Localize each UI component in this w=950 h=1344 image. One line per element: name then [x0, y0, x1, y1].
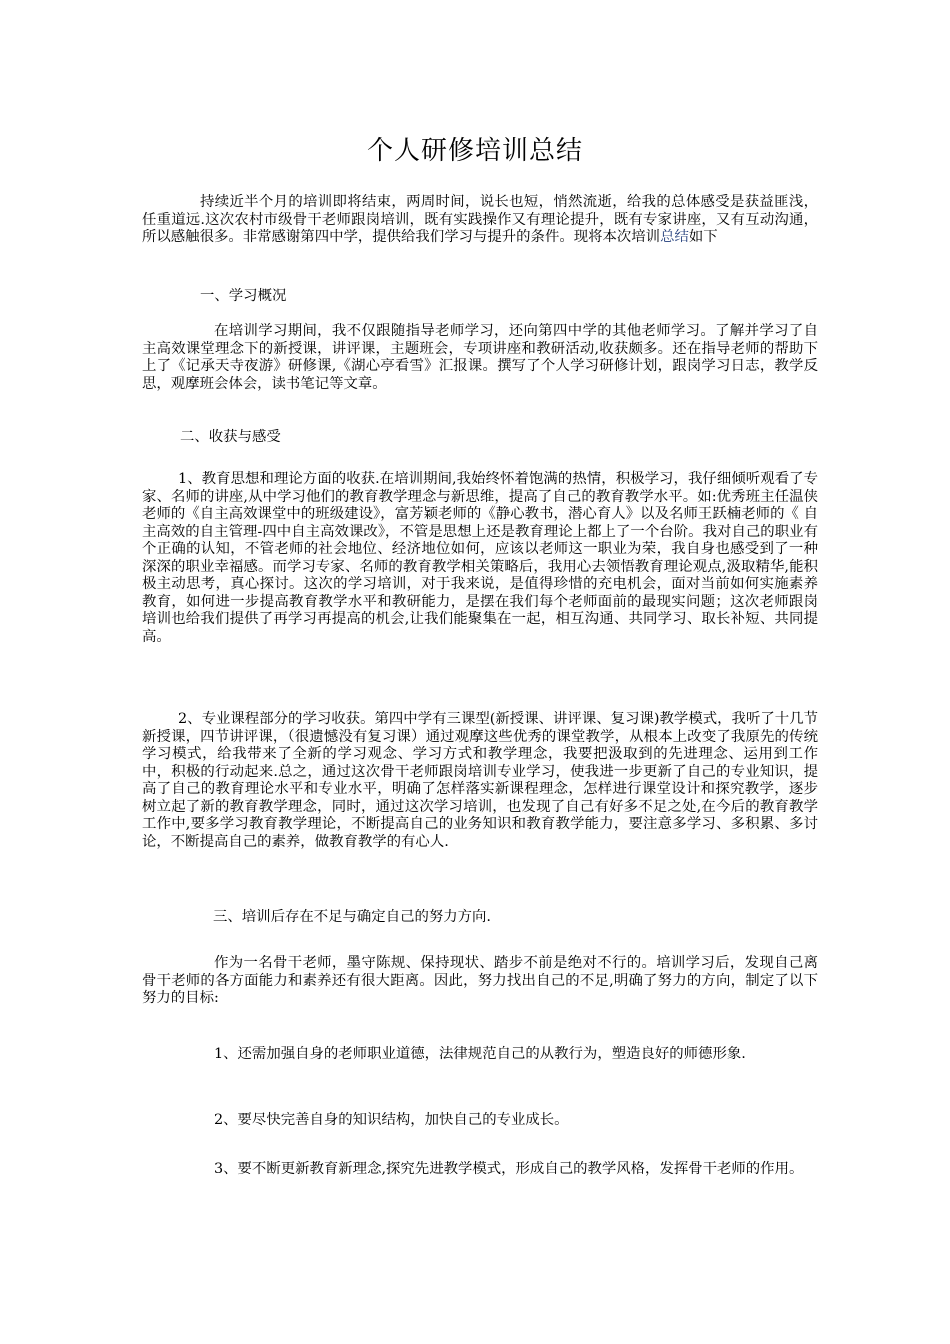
section2-item2: 2、专业课程部分的学习收获。第四中学有三课型(新授课、讲评课、复习课)教学模式，我听了十几节新授课，四节讲评课，（很遗憾没有复习课）通过观摩这些优秀的课堂教学，从根本上改变了我原先的传统学习模式，给我带来了全新的学习观念、学习方式和教学理念，我要把汲取到的先进理念、运用到工作中，积极的行动起来.总之，通过这次骨干老师跟岗培训专业学习，使我进一步更新了自己的专业知识，提高了自己的教育理论水平和专业水平，明确了怎样落实新课程理念，怎样进行课堂设计和探究教学，逐步树立起了新的教育教学理念，同时，通过这次学习培训，也发现了自己有好多不足之处,在今后的教育教学工作中,要多学习教育教学理论，不断提高自己的业务知识和教育教学能力，要注意多学习、多积累、多讨论，不断提高自己的素养，做教育教学的有心人. — [142, 711, 818, 850]
section3-heading: 三、培训后存在不足与确定自己的努力方向. — [213, 909, 491, 925]
intro-paragraph — [142, 194, 818, 247]
goal-item-1: 1、还需加强自身的老师职业道德，法律规范自己的从教行为，塑造良好的师德形象. — [214, 1046, 746, 1062]
intro-text-end: 如下 — [688, 229, 718, 245]
section2-item1: 1、教育思想和理论方面的收获.在培训期间,我始终怀着饱满的热情，积极学习，我仔细倾听观看了专家、名师的讲座,从中学习他们的教育教学理念与新思维，提高了自己的教育教学水平。如:优秀班主任温侠老师的《自主高效课堂中的班级建设》，富芳颖老师的《静心教书，潜心育人》以及名师王跃楠老师的《 自主高效的自主管理-四中自主高效课改》，不管是思想上还是教育理论上都上了一个台阶。我对自己的职业有个正确的认知，不管老师的社会地位、经济地位如何，应该以老师这一职业为荣，我自身也感受到了一种深深的职业幸福感。而学习专家、名师的教育教学相关策略后，我用心去领悟教育理论观点,汲取精华,能积极主动思考，真心探讨。这次的学习培训，对于我来说，是值得珍惜的充电机会，面对当前如何实施素养教育，如何进一步提高教育教学水平和教研能力，是摆在我们每个老师面前的最现实问题；这次老师跟岗培训也给我们提供了再学习再提高的机会,让我们能聚集在一起，相互沟通、共同学习、取长补短、共同提高。 — [142, 471, 818, 645]
section1-heading: 一、学习概况 — [200, 288, 287, 304]
section1-paragraph: 在培训学习期间，我不仅跟随指导老师学习，还向第四中学的其他老师学习。了解并学习了自主高效课堂理念下的新授课，讲评课，主题班会，专项讲座和教研活动,收获颇多。还在指导老师的帮助下上了《记承天寺夜游》研修课,《湖心亭看雪》汇报课。撰写了个人学习研修计划，跟岗学习日志，教学反思，观摩班会体会，读书笔记等文章。 — [142, 323, 818, 392]
section2-heading: 二、收获与感受 — [180, 429, 281, 445]
goal-item-3: 3、要不断更新教育新理念,探究先进教学模式，形成自己的教学风格，发挥骨干老师的作用。 — [214, 1161, 804, 1177]
intro-text: 持续近半个月的培训即将结束，两周时间，说长也短，悄然流逝，给我的总体感受是获益匪浅，任重道远.这次农村市级骨干老师跟岗培训，既有实践操作又有理论提升，既有专家讲座，又有互动沟通，所以感触很多。非常感谢第四中学，提供给我们学习与提升的条件。现将本次培训 — [142, 194, 818, 245]
goal-item-2: 2、要尽快完善自身的知识结构，加快自己的专业成长。 — [214, 1112, 569, 1128]
intro-highlight: 总结 — [660, 229, 689, 245]
page-title: 个人研修培训总结 — [366, 136, 583, 166]
section3-paragraph: 作为一名骨干老师，墨守陈规、保持现状、踏步不前是绝对不行的。培训学习后，发现自己离骨干老师的各方面能力和素养还有很大距离。因此，努力找出自己的不足,明确了努力的方向，制定了以下努力的目标: — [142, 955, 818, 1006]
